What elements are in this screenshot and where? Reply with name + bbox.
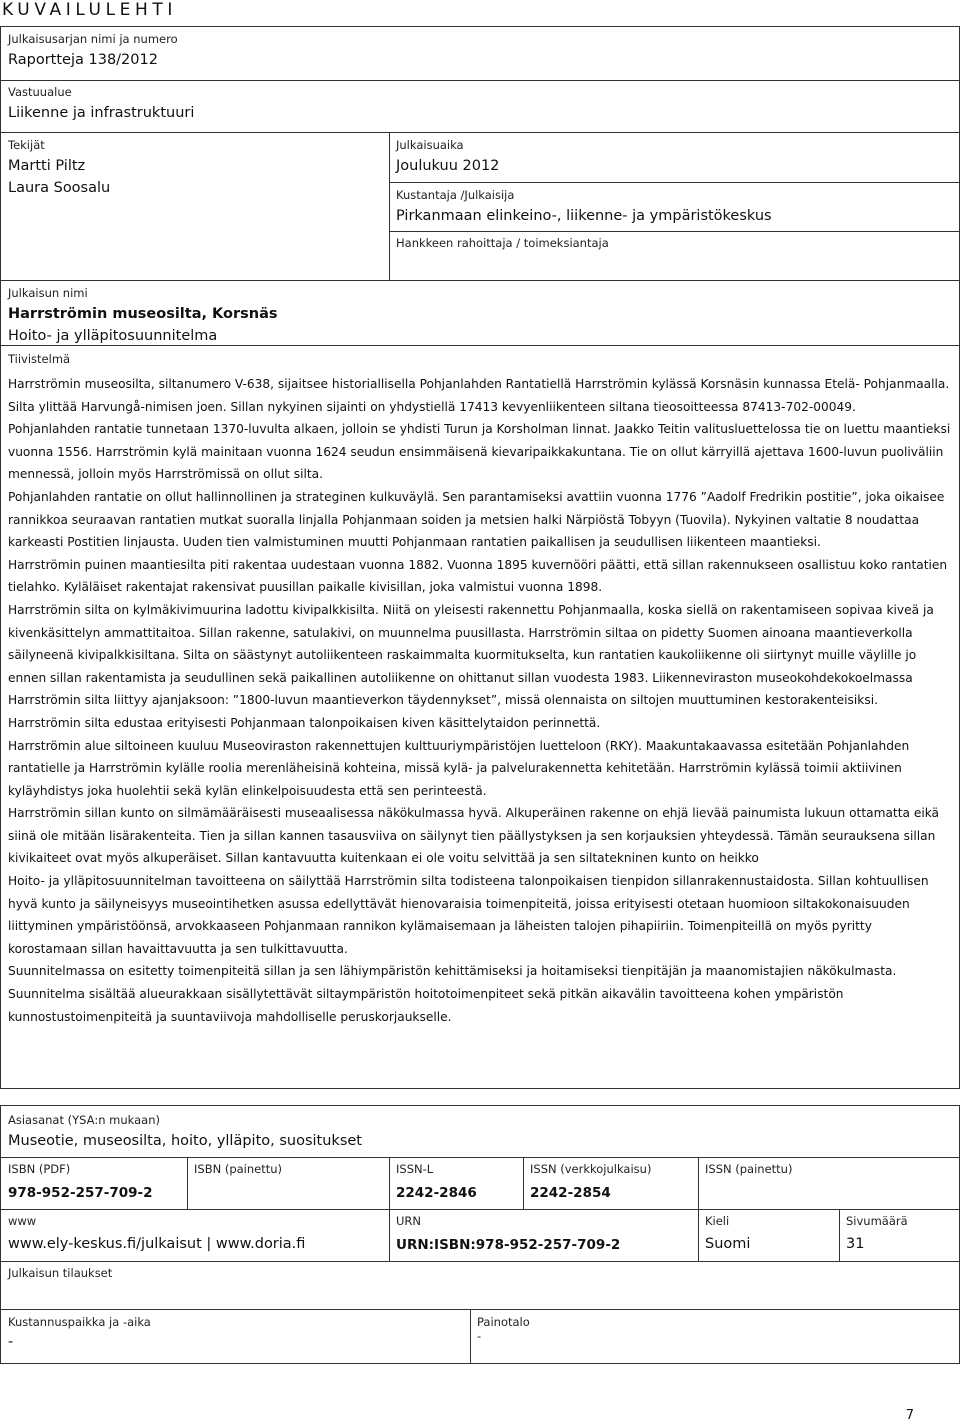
title-section <box>2 283 958 345</box>
issn-l-label: ISSN-L <box>396 1162 434 1176</box>
series-value: Raportteja 138/2012 <box>8 52 158 68</box>
publishing-place-value: - <box>8 1334 14 1350</box>
funder-section <box>390 233 958 279</box>
language-label: Kieli <box>705 1214 730 1228</box>
summary-paragraph: Pohjanlahden rantatie tunnetaan 1370-luvulta alkaen, jolloin se yhdisti Turun ja Korsholman linnat. Jaakko Teitin valitusluettelossa tie on luettu maantieksi vuonna 1556. Harrströmin kylä mainitaan vuonna 1624 seudun ensimmäisenä kievaripaikkakuntana. Tie on ollut kärryillä ajettava 1600-luvun puoliväliin mennessä, jolloin myös Harrströmissä on ollut silta. <box>8 422 951 482</box>
author-name: Martti Piltz <box>8 158 86 174</box>
pages-label: Sivumäärä <box>846 1214 908 1228</box>
authors-section <box>2 135 387 280</box>
publishing-place-label: Kustannuspaikka ja -aika <box>8 1315 151 1329</box>
publication-title: Harrströmin museosilta, Korsnäs <box>8 306 278 322</box>
issn-online-label: ISSN (verkkojulkaisu) <box>530 1162 652 1176</box>
summary-body <box>8 373 952 1028</box>
summary-paragraph: Harrströmin puinen maantiesilta piti rakentaa uudestaan vuonna 1882. Vuonna 1895 kuvernööri päätti, että sillan rakennukseen osallistuu koko rantatien tielahko. Kyläläiset rakentajat rakensivat puusillan paikalle kivisillan, joka valmistui vuonna 1898. <box>8 557 948 595</box>
summary-paragraph: Harrströmin sillan kunto on silmämääräisesti museaalisessa näkökulmassa hyvä. Alkuperäinen rakenne on ehjä lievää painumista lukuun ottamatta eikä siinä ole mitään lisärakenteita. Tien ja sillan kannen tasausviiva on säilynyt tien päällystyksen ja sen korjauksien yhteydessä. Tämän seurauksena sillan kivikaiteet ovat myös alkuperäiset. Sillan kantavuutta kuitenkaan ei ole voitu selvittää ja sen siltatekninen kunto on heikko <box>8 806 940 866</box>
author-name: Laura Soosalu <box>8 180 111 196</box>
issn-l-section <box>390 1159 522 1209</box>
series-section <box>2 29 958 81</box>
isbn-pdf-section <box>2 1159 185 1209</box>
authors-label: Tekijät <box>8 138 45 152</box>
www-label: www <box>8 1214 37 1228</box>
isbn-pdf-label: ISBN (PDF) <box>8 1162 71 1176</box>
issn-online-value: 2242-2854 <box>530 1185 611 1201</box>
language-section <box>699 1211 838 1261</box>
pub-date-section <box>390 135 958 183</box>
issn-print-section <box>699 1159 958 1209</box>
orders-section <box>2 1263 958 1309</box>
summary-paragraph: Harrströmin museosilta, siltanumero V-638, sijaitsee historiallisella Pohjanlahden Rantatiellä Harrströmin kylässä Korsnäsin kunnassa Etelä- Pohjanmaalla. Silta ylittää Harvungå-nimisen joen. Sillan nykyinen sijainti on yhdystiellä 17413 kevyenliikenteen siltana tieosoitteessa 87413-702-00049. <box>8 377 950 414</box>
responsible-label: Vastuualue <box>8 85 72 99</box>
isbn-print-section <box>188 1159 388 1209</box>
summary-paragraph: Pohjanlahden rantatie on ollut hallinnollinen ja strateginen kulkuväylä. Sen parantamiseksi avattiin vuonna 1776 ”Aadolf Fredrikin postitie”, joka oikaisee rannikkoa seuraavan rantatien mutkat suoralla linjalla Pohjanmaan soiden ja metsien halki Närpiöstä Tobyyn (Tuovila). Nykyinen valtatie 8 noudattaa karkeasti Postitien linjausta. Uuden tien valmistuminen muutti Pohjanmaan rantatien paikallisen ja seudullisen liikenteen maantieksi. <box>8 489 945 550</box>
www-value[interactable]: www.ely-keskus.fi/julkaisut | www.doria.fi <box>8 1236 306 1252</box>
responsible-value: Liikenne ja infrastruktuuri <box>8 105 195 121</box>
printer-value: - <box>477 1329 482 1343</box>
summary-paragraph: Harrströmin alue siltoineen kuuluu Museoviraston rakennettujen kulttuuriympäristöjen luetteloon (RKY). Maakuntakaavassa esitetään Pohjanlahden rantatielle ja Harrströmin kylälle roolia merenläheisinä kohteina, missä kylä- ja palvelurakennetta kehitetään. Harrströmin kylässä toimii aktiivinen kyläyhdistys joka huolehtii sekä kylän elinkelpoisuudesta että sen perinteestä. <box>8 738 910 798</box>
isbn-print-label: ISBN (painettu) <box>194 1162 283 1176</box>
urn-section <box>390 1211 697 1261</box>
summary-label: Tiivistelmä <box>8 352 71 366</box>
orders-label: Julkaisun tilaukset <box>8 1266 113 1280</box>
pages-value: 31 <box>846 1236 865 1252</box>
keywords-section <box>2 1110 958 1158</box>
summary-paragraph: Hoito- ja ylläpitosuunnitelman tavoitteena on säilyttää Harrströmin silta todisteena talonpoikaisen tienpidon sillanrakennustaidosta. Sillan kohtuullisen hyvä kunto ja säilyneisyys museointihetken asussa edellyttävät hienovaraisia toimenpiteitä, joissa erityisesti otetaan huomioon siltakokonaisuuden liittyminen ympäristöönsä, arvokkaaseen Pohjanmaan rannikon kylämaisemaan ja läheisten talojen pihapiiriin. Toimenpiteillä on myös pyritty korostamaan sillan havaittavuutta ja sen tulkittavuutta. <box>8 874 929 956</box>
series-label: Julkaisusarjan nimi ja numero <box>8 32 178 46</box>
page-heading: KUVAILULEHTI <box>2 0 177 20</box>
funder-label: Hankkeen rahoittaja / toimeksiantaja <box>396 236 609 250</box>
title-label: Julkaisun nimi <box>8 286 88 300</box>
issn-online-section <box>524 1159 697 1209</box>
summary-paragraph: Harrströmin silta on kylmäkivimuurina ladottu kivipalkkisilta. Niitä on yleisesti rakennettu Pohjanmaalla, koska siellä on rakentamiseen sopivaa kiveä ja kivenkäsittelyn ammattitaitoa. Sillan rakenne, satulakivi, on muunnelma puusillasta. Harrströmin siltaa on pidetty Suomen ainoana maantieverkolla säilyneenä kivipalkkisiltana. Silta on säästynyt autoliikenteen raskaimmalta kuormitukselta, kun rantatien kaukoliikenne oli siirtynyt muille väylille jo ennen sillan rakentamista ja seudullinen sekä paikallinen autoliikenne on ohittanut sillan vuodesta 1983. Liikenneviraston museokohdekokoelmassa Harrströmin silta liittyy ajanjaksoon: ”1800-luvun maantieverkon täydennykset”, missä olennaista on siltojen muuttuminen kestorakenteisiksi. Harrströmin silta edustaa erityisesti Pohjanmaan talonpoikaisen kiven käsittelytaidon perinnettä. <box>8 602 934 730</box>
publisher-label: Kustantaja /Julkaisija <box>396 188 515 202</box>
divider-orders <box>0 1309 960 1310</box>
divider-pub-date <box>389 182 960 183</box>
publication-subtitle: Hoito- ja ylläpitosuunnitelma <box>8 328 218 344</box>
publisher-value: Pirkanmaan elinkeino-, liikenne- ja ympäristökeskus <box>396 208 772 224</box>
publisher-section <box>390 185 958 231</box>
issn-l-value: 2242-2846 <box>396 1185 477 1201</box>
language-value: Suomi <box>705 1236 751 1252</box>
page-number: 7 <box>905 1408 914 1423</box>
issn-print-label: ISSN (painettu) <box>705 1162 793 1176</box>
divider-www-row <box>0 1261 960 1262</box>
divider-publisher <box>389 231 960 232</box>
summary-paragraph: Suunnitelmassa on esitetty toimenpiteitä sillan ja sen lähiympäristön kehittämiseksi ja hoitamiseksi tienpitäjän ja maanomistajien näkökulmasta. Suunnitelma sisältää alueurakkaan sisällytettävät siltaympäristön hoitotoimenpiteet sekä pitkän aikavälin tavoitteena kohen ympäristön kunnostustoimenpiteitä ja suuntaviivoja mahdolliselle peruskorjaukselle. <box>8 964 897 1024</box>
keywords-value: Museotie, museosilta, hoito, ylläpito, suositukset <box>8 1133 362 1149</box>
www-section <box>2 1211 387 1261</box>
divider-series <box>0 80 960 81</box>
divider-keywords <box>0 1157 960 1158</box>
isbn-pdf-value: 978-952-257-709-2 <box>8 1185 153 1201</box>
printer-label: Painotalo <box>477 1315 530 1329</box>
pub-date-label: Julkaisuaika <box>396 138 464 152</box>
divider-isbn-row <box>0 1209 960 1210</box>
divider-responsible <box>0 132 960 133</box>
pub-date-value: Joulukuu 2012 <box>396 158 500 174</box>
urn-label: URN <box>396 1214 422 1228</box>
divider-title <box>0 345 960 346</box>
responsible-section <box>2 82 958 132</box>
urn-value: URN:ISBN:978-952-257-709-2 <box>396 1237 621 1253</box>
pages-section <box>840 1211 958 1261</box>
divider-authors <box>0 280 960 281</box>
publishing-place-section <box>2 1312 468 1362</box>
printer-section <box>471 1312 958 1362</box>
keywords-label: Asiasanat (YSA:n mukaan) <box>8 1113 160 1127</box>
